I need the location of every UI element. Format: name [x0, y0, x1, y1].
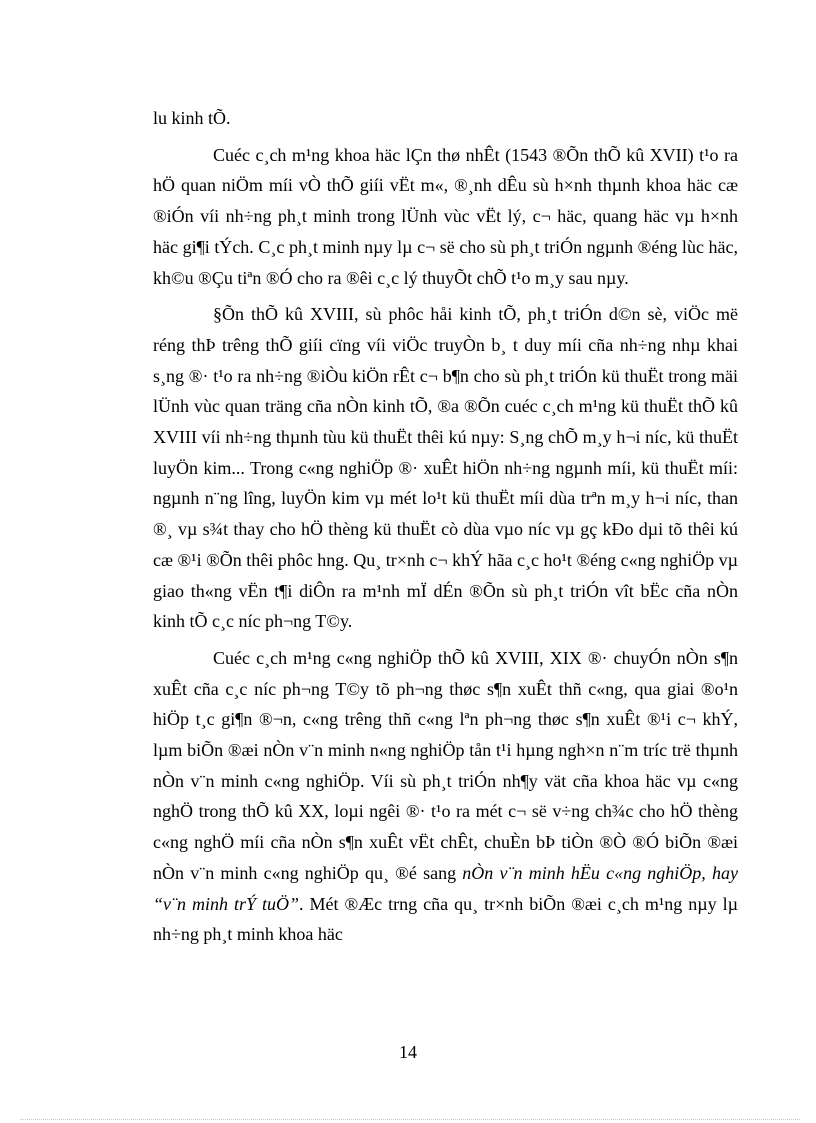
- paragraph-text: Cuéc c¸ch m¹ng c«ng nghiÖp thÕ kû XVIII, XIX ®· chuyÓn nÒn s¶n xuÊt cña c¸c níc ph¬ng T©y tõ ph¬ng thøc s¶n xuÊt thñ c«ng, qua giai ®o¹n hiÖp t¸c gi¶n ®¬n, c«ng trêng thñ c«ng lªn ph¬ng thøc s¶n xuÊt ®¹i c¬ khÝ, lµm biÕn ®æi nÒn v¨n minh n«ng nghiÖp tån t¹i hµng ngh×n n¨m tríc trë thµnh nÒn v¨n minh c«ng nghiÖp. Víi sù ph¸t triÓn nh¶y vät cña khoa häc vµ c«ng nghÖ trong thÕ kû XX, loµi ngêi ®· t¹o ra mét c¬ së v÷ng ch¾c cho hÖ thèng c«ng nghÖ míi cña nÒn s¶n xuÊt vËt chÊt, chuÈn bÞ tiÒn ®Ò ®Ó biÕn ®æi nÒn v¨n minh c«ng nghiÖp qu¸ ®é sang: [153, 647, 738, 883]
- page-number: 14: [399, 1042, 417, 1062]
- paragraph-first-scientific-revolution: Cuéc c¸ch m¹ng khoa häc lÇn thø nhÊt (1543 ®Õn thÕ kû XVII) t¹o ra hÖ quan niÖm míi vÒ thÕ giíi vËt m«, ®¸nh dÊu sù h×nh thµnh khoa häc cæ ®iÓn víi nh÷ng ph¸t minh trong lÜnh vùc vËt lý, c¬ häc, quang häc vµ h×nh häc gi¶i tÝch. C¸c ph¸t minh nµy lµ c¬ së cho sù ph¸t triÓn ngµnh ®éng lùc häc, kh©u ®Çu tiªn ®Ó cho ra ®êi c¸c lý thuyÕt chÕ t¹o m¸y sau nµy.: [153, 144, 738, 288]
- paragraph-continuation: lu kinh tÕ.: [153, 108, 231, 128]
- page-bottom-border: [20, 1119, 800, 1120]
- paragraph-industrial-revolution: [153, 643, 738, 950]
- body-text: [153, 103, 738, 956]
- paragraph-eighteenth-century: §Õn thÕ kû XVIII, sù phôc håi kinh tÕ, ph¸t triÓn d©n sè, viÖc më réng thÞ trêng thÕ giíi cïng víi viÖc truyÒn b¸ t duy míi cña nh÷ng nhµ khai s¸ng ®· t¹o ra nh÷ng ®iÒu kiÖn rÊt c¬ b¶n cho sù ph¸t triÓn kü thuËt trong mäi lÜnh vùc quan träng cña nÒn kinh tÕ, ®a ®Õn cuéc c¸ch m¹ng kü thuËt thÕ kû XVIII víi nh÷ng thµnh tùu kü thuËt thêi kú nµy: S¸ng chÕ m¸y h¬i níc, kü thuËt luyÖn kim... Trong c«ng nghiÖp ®· xuÊt hiÖn nh÷ng ngµnh míi, kü thuËt míi: ngµnh n¨ng lîng, luyÖn kim vµ mét lo¹t kü thuËt míi dùa trªn m¸y h¬i níc, than ®¸ vµ s¾t thay cho hÖ thèng kü thuËt cò dùa vµo níc vµ gç kÐo dµi tõ thêi kú cæ ®¹i ®Õn thêi phôc hng. Qu¸ tr×nh c¬ khÝ hãa c¸c ho¹t ®éng c«ng nghiÖp vµ giao th«ng vËn t¶i diÔn ra m¹nh mÏ dÉn ®Õn sù ph¸t triÓn vît bËc cña nÒn kinh tÕ c¸c níc ph¬ng T©y.: [153, 304, 738, 632]
- italic-phrase: nÒn v¨n minh hËu c«ng nghiÖp, hay “v¨n minh trÝ tuÖ”: [153, 862, 738, 914]
- paragraph-tail: . Mét ®Æc trng cña qu¸ tr×nh biÕn ®æi c¸ch m¹ng nµy lµ nh÷ng ph¸t minh khoa häc: [153, 893, 738, 945]
